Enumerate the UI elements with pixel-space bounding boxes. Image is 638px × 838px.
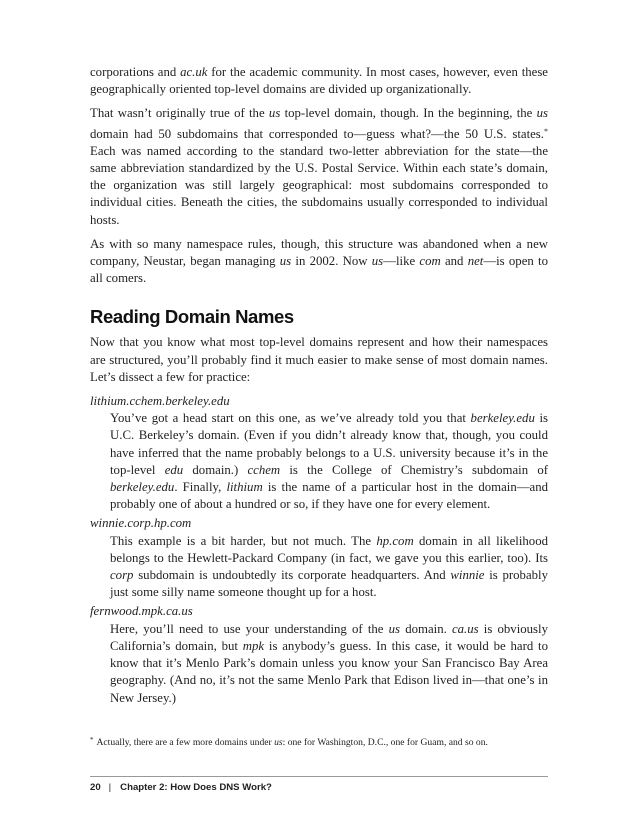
example-description xyxy=(110,533,548,602)
paragraph-2 xyxy=(90,105,548,228)
domain-name: ac.uk xyxy=(180,65,208,79)
chapter-title: Chapter 2: How Does DNS Work? xyxy=(120,782,272,793)
domain-name: us xyxy=(388,621,401,636)
text-run: domain had 50 subdomains that corresponded to—guess what?—the 50 U.S. states. xyxy=(90,126,544,141)
domain-name: net xyxy=(467,254,484,269)
footnote xyxy=(90,734,548,749)
text-run: —is open to all comers. xyxy=(90,254,548,286)
domain-name: ca.us xyxy=(451,621,479,636)
domain-name: mpk xyxy=(242,638,265,653)
domain-name: us xyxy=(536,106,548,121)
text-run: Each was named according to the standard two-letter abbreviation for the state—the same abbreviation standardized by the U.S. Postal Service. Within each state’s domain, the organization was still largely geographical: most subdomains corresponded to individual cities. Beneath the cities, the subdomains usually corresponded to individual hosts. xyxy=(90,143,548,227)
example-description xyxy=(110,410,548,513)
text-run: is the name of a particular host in the domain—and probably one of about a hundred or so, if they have one for every element. xyxy=(110,480,548,512)
domain-name: winnie xyxy=(450,568,485,583)
page-footer xyxy=(90,782,272,793)
domain-name: cchem xyxy=(247,462,281,477)
domain-name: us xyxy=(268,106,281,121)
domain-name: us xyxy=(371,254,384,269)
example-term: lithium.cchem.berkeley.edu xyxy=(90,394,230,409)
text-run: domain. xyxy=(400,621,452,636)
text-run: That wasn’t originally true of the xyxy=(90,106,269,121)
text-run: domain in all likelihood belongs to the Hewlett-Packard Company (in fact, we gave you this earlier, too). Its xyxy=(110,533,548,565)
section-heading: Reading Domain Names xyxy=(90,306,294,328)
page-number: 20 xyxy=(90,782,101,793)
text-run: in 2002. Now xyxy=(291,254,372,269)
text-run: is obviously California’s domain, but xyxy=(110,621,548,653)
domain-name: us xyxy=(274,737,283,748)
text-run: Here, you’ll need to use your understanding of the xyxy=(110,621,389,636)
text-run: and xyxy=(440,254,468,269)
paragraph-4: Now that you know what most top-level domains represent and how their namespaces are structured, you’ll probably find it much easier to make sense of most domain names. Let’s dissect a few for practice: xyxy=(90,335,548,384)
example-description xyxy=(110,621,548,707)
page-body xyxy=(90,64,548,709)
domain-name: edu xyxy=(164,462,184,477)
domain-name: com xyxy=(419,254,441,269)
footer-separator: | xyxy=(108,782,112,793)
text-run: You’ve got a head start on this one, as we’ve already told you that xyxy=(110,411,471,426)
example-list xyxy=(90,393,548,707)
domain-name: us xyxy=(279,254,292,269)
text-run: domain.) xyxy=(183,462,248,477)
text-run: top-level domain, though. In the beginning, the xyxy=(280,106,537,121)
text-run: As with so many namespace rules, though, this structure was abandoned when a new company, Neustar, began managing xyxy=(90,236,548,269)
domain-name: berkeley.edu xyxy=(110,480,175,495)
text-run: Actually, there are a few more domains under xyxy=(96,737,275,748)
text-run: is anybody’s guess. In this case, it would be hard to know that it’s Menlo Park’s domain unless you know your San Francisco Bay Area geography. (And no, it’s not the same Menlo Park that Edison lived in—that one’s in New Jersey.) xyxy=(110,638,548,705)
example-term: winnie.corp.hp.com xyxy=(90,516,192,531)
text-run: is the College of Chemistry’s subdomain of xyxy=(280,462,548,477)
text-run: This example is a bit harder, but not much. The xyxy=(110,533,377,548)
text-run: is probably just some silly name someone thought up for a host. xyxy=(110,568,548,600)
footnote-reference[interactable]: * xyxy=(544,126,548,136)
text-run: : one for Washington, D.C., one for Guam, and so on. xyxy=(282,737,488,748)
text-run: subdomain is undoubtedly its corporate headquarters. And xyxy=(133,568,451,583)
footnote-mark: * xyxy=(90,736,94,744)
footer-rule xyxy=(90,776,548,777)
text-run: —like xyxy=(383,254,420,269)
domain-name: berkeley.edu xyxy=(470,411,535,426)
text-run: is U.C. Berkeley’s domain. (Even if you didn’t already know that, though, you could have inferred that the name probably belongs to a U.S. university because it’s in the top-level xyxy=(110,411,548,477)
domain-name: corp xyxy=(110,568,134,583)
text-run: . Finally, xyxy=(174,480,227,495)
paragraph-1 xyxy=(90,64,548,98)
domain-name: hp.com xyxy=(376,533,414,548)
text-run: for the academic community. In most cases, however, even these geographically oriented top-level domains are divided up organizationally. xyxy=(90,65,548,97)
domain-name: lithium xyxy=(226,480,263,495)
example-term: fernwood.mpk.ca.us xyxy=(90,604,193,619)
paragraph-3 xyxy=(90,236,548,288)
text-run: corporations and xyxy=(90,65,181,79)
